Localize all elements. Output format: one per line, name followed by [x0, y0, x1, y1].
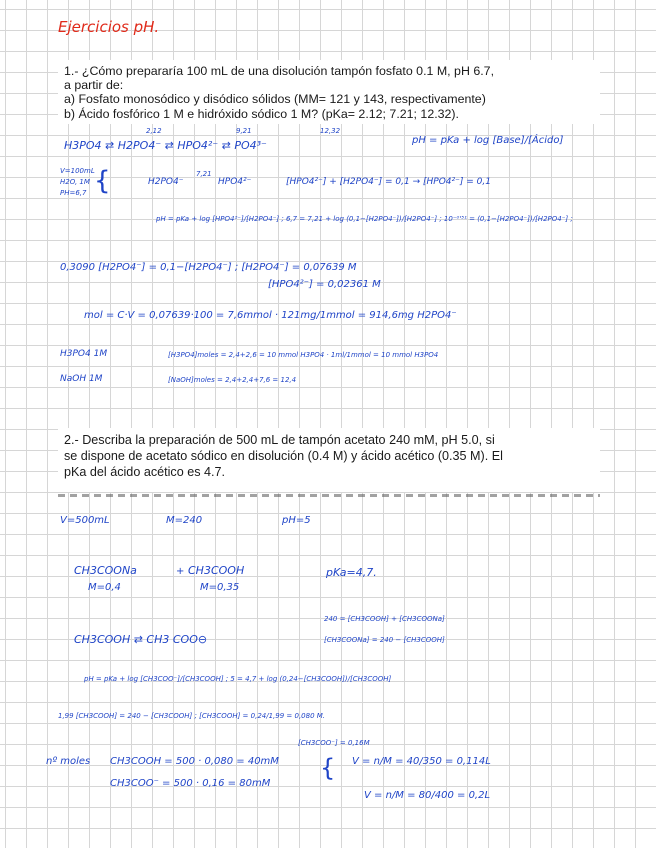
plus-sign: +	[176, 566, 185, 577]
q2-solve-line: 1,99 [CH3COOH] = 240 − [CH3COOH] ; [CH3COOH] = 0,24/1,99 = 0,080 M.	[58, 712, 326, 720]
question-2-line-1: 2.- Describa la preparación de 500 mL de tampón acetato 240 mM, pH 5.0, si	[64, 433, 495, 447]
q2-acetate-conc: [CH3COO⁻] = 0,16M	[298, 739, 370, 747]
mass-balance: [HPO4²⁻] + [H2PO4⁻] = 0,1 → [HPO4²⁻] = 0,1	[286, 177, 491, 187]
page-title: Ejercicios pH.	[58, 18, 160, 36]
q1-solve-line: 0,3090 [H2PO4⁻] = 0,1−[H2PO4⁻] ; [H2PO4⁻] = 0,07639 M	[60, 262, 357, 273]
question-2-box	[58, 428, 600, 492]
volume-acid: V = n/M = 40/350 = 0,114L	[352, 756, 491, 767]
data-concentration: H2O, 1M	[60, 178, 90, 186]
acetic-acid: CH3COOH	[188, 564, 245, 577]
acetate-equilibrium: CH3COOH ⇄ CH3 COO⊖	[74, 633, 208, 646]
acetate-salt-molarity: M=0,4	[88, 582, 121, 593]
moles-label: nº moles	[46, 756, 91, 767]
acetate-salt: CH3COONa	[74, 564, 137, 577]
question-1-line-2: a partir de:	[64, 78, 124, 93]
next-question-peek	[58, 494, 600, 497]
pka1-label: 2,12	[146, 127, 162, 135]
pka2-label: 9,21	[236, 127, 252, 135]
question-1-line-3: a) Fosfato monosódico y disódico sólidos (MM= 121 y 143, respectivamente)	[64, 92, 486, 107]
q2-sub-line: [CH3COONa] = 240 − [CH3COOH]	[324, 636, 445, 644]
acetic-acid-molarity: M=0,35	[200, 582, 240, 593]
q1-result-hpo4: [HPO4²⁻] = 0,02361 M	[268, 279, 381, 290]
data-volume: V=100mL	[60, 167, 95, 175]
eq-pka: 7,21	[196, 170, 212, 178]
q1-equation-line: pH = pKa + log [HPO4²⁻]/[H2PO4⁻] ; 6,7 = 7,21 + log (0,1−[H2PO4⁻])/[H2PO4⁻] ; 10⁻⁰'⁵¹ = (0,1−[H2PO4⁻])/[H2PO4⁻] ;	[156, 215, 573, 223]
pka3-label: 12,32	[320, 127, 341, 135]
question-1-line-4: b) Ácido fosfórico 1 M e hidróxido sódico 1 M? (pKa= 2.12; 7.21; 12.32).	[64, 106, 459, 121]
q2-volume: V=500mL	[60, 515, 110, 526]
q2-pka: pKa=4,7.	[326, 566, 377, 579]
right-brace: {	[320, 754, 336, 782]
q2-ph: pH=5	[282, 515, 311, 526]
phosphate-equilibrium: H3PO4 ⇄ H2PO4⁻ ⇄ HPO4²⁻ ⇄ PO4³⁻	[64, 139, 267, 152]
q1-mass-line: mol = C·V = 0,07639·100 = 7,6mmol · 121mg/1mmol = 914,6mg H2PO4⁻	[84, 310, 457, 321]
naoh-moles: [NaOH]moles = 2,4+2,4+7,6 = 12,4	[168, 376, 297, 384]
volume-base: V = n/M = 80/400 = 0,2L	[364, 790, 491, 801]
moles-base: CH3COO⁻ = 500 · 0,16 = 80mM	[110, 778, 271, 789]
left-brace: {	[94, 166, 111, 196]
h3po4-moles: [H3PO4]moles = 2,4+2,6 = 10 mmol H3PO4 · 1ml/1mmol = 10 mmol H3PO4	[168, 351, 439, 359]
eq-species-a: H2PO4⁻	[148, 177, 184, 187]
question-1-line-1: 1.- ¿Cómo prepararía 100 mL de una disolución tampón fosfato 0.1 M, pH 6.7,	[64, 64, 495, 78]
eq-species-b: HPO4²⁻	[218, 177, 252, 187]
q2-henderson-line: pH = pKa + log [CH3COO⁻]/[CH3COOH] ; 5 = 4,7 + log (0,24−[CH3COOH])/[CH3COOH]	[84, 675, 392, 683]
data-ph: PH=6,7	[60, 189, 87, 197]
question-2-line-3: pKa del ácido acético es 4.7.	[64, 465, 226, 479]
question-1-box	[58, 60, 600, 124]
q2-molarity: M=240	[166, 515, 203, 526]
question-2-line-2: se dispone de acetato sódico en disolución (0.4 M) y ácido acético (0.35 M). El	[64, 449, 503, 463]
moles-acid: CH3COOH = 500 · 0,080 = 40mM	[110, 756, 279, 767]
henderson-formula: pH = pKa + log [Base]/[Ácido]	[412, 135, 564, 146]
h3po4-label: H3PO4 1M	[60, 349, 108, 359]
q2-sum-line: 240 = [CH3COOH] + [CH3COONa]	[324, 615, 445, 623]
naoh-label: NaOH 1M	[60, 374, 103, 384]
